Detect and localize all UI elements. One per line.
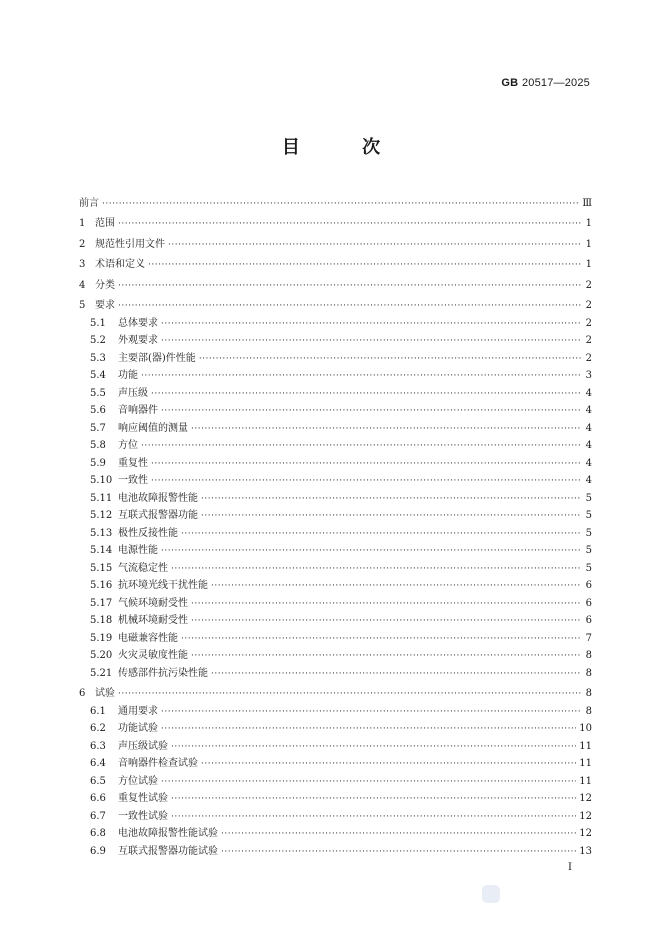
toc-entry-label: 极性反接性能	[118, 527, 178, 539]
toc-entry[interactable]	[79, 770, 592, 788]
toc-leader-dots	[171, 563, 581, 575]
toc-entry-page: 2	[585, 352, 592, 364]
toc-entry[interactable]	[79, 292, 592, 313]
toc-entry-number: 3	[79, 259, 86, 270]
toc-entry[interactable]	[79, 575, 592, 593]
watermark-stamp	[482, 885, 500, 903]
toc-entry-label: 通用要求	[118, 705, 158, 717]
toc-entry-number: 5.8	[90, 440, 106, 451]
toc-entry-page: 4	[585, 387, 592, 399]
toc-entry-page: 13	[579, 845, 592, 857]
toc-entry[interactable]	[79, 592, 592, 610]
toc-entry-label: 火灾灵敏度性能	[118, 650, 188, 661]
toc-leader-dots	[161, 405, 581, 417]
toc-entry-page: 5	[585, 562, 592, 574]
toc-entry-page: 1	[585, 238, 592, 250]
toc-entry-number: 6.4	[90, 758, 106, 769]
toc-entry-page: 4	[585, 422, 592, 434]
toc-entry-page: 3	[585, 370, 592, 381]
toc-entry[interactable]	[79, 610, 592, 628]
toc-entry-label: 气流稳定性	[118, 562, 168, 574]
toc-entry-page: 5	[585, 527, 592, 539]
page-number: I	[568, 862, 572, 873]
toc-entry-number: 5.21	[90, 667, 113, 679]
toc-entry[interactable]	[79, 522, 592, 540]
toc-entry-label: 方位	[118, 440, 138, 451]
toc-leader-dots	[118, 300, 581, 312]
toc-leader-dots	[201, 493, 581, 505]
toc-leader-dots	[148, 259, 581, 271]
toc-entry-page: 8	[585, 667, 592, 679]
toc-leader-dots	[171, 811, 576, 823]
toc-entry-number: 5.4	[90, 370, 106, 381]
toc-entry-page: 6	[585, 597, 592, 609]
toc-entry[interactable]	[79, 753, 592, 771]
toc-entry[interactable]	[79, 718, 592, 736]
toc-entry-label: 功能	[118, 370, 138, 381]
toc-entry[interactable]	[79, 347, 592, 365]
toc-entry-number: 6.2	[90, 723, 106, 734]
toc-entry[interactable]	[79, 627, 592, 645]
toc-entry[interactable]	[79, 805, 592, 823]
toc-entry-label: 抗环境光线干扰性能	[118, 580, 208, 591]
toc-leader-dots	[181, 633, 581, 645]
toc-entry[interactable]	[79, 662, 592, 680]
toc-entry[interactable]	[79, 365, 592, 383]
toc-leader-dots	[191, 615, 581, 627]
toc-entry-page: 11	[579, 758, 592, 769]
toc-entry[interactable]	[79, 417, 592, 435]
toc-entry-page: 11	[579, 775, 592, 787]
toc-leader-dots	[161, 335, 581, 347]
page-title: 目 次	[281, 137, 409, 158]
toc-leader-dots	[141, 440, 581, 452]
toc-entry[interactable]	[79, 823, 592, 841]
toc-entry-page: 6	[585, 615, 592, 626]
standard-number: 20517—2025	[521, 77, 590, 89]
toc-leader-dots	[161, 545, 581, 557]
toc-entry-number: 5.14	[90, 545, 113, 556]
toc-entry[interactable]	[79, 735, 592, 753]
toc-entry[interactable]	[79, 189, 592, 210]
toc-leader-dots	[171, 741, 576, 753]
toc-entry-page: 8	[585, 688, 592, 699]
toc-entry[interactable]	[79, 505, 592, 523]
toc-entry-label: 一致性试验	[118, 810, 168, 822]
toc-entry-number: 6.6	[90, 793, 106, 804]
toc-entry-page: 12	[579, 810, 592, 822]
toc-entry-label: 外观要求	[118, 335, 158, 346]
toc-entry-number: 1	[79, 218, 86, 229]
toc-entry-label: 方位试验	[118, 775, 158, 787]
toc-entry[interactable]	[79, 840, 592, 858]
toc-entry-page: 12	[579, 828, 592, 839]
toc-entry-label: 范围	[95, 218, 115, 229]
toc-entry-page: 5	[585, 545, 592, 556]
toc-entry-number: 5.2	[90, 335, 106, 346]
toc-entry-label: 术语和定义	[95, 259, 145, 270]
toc-entry-label: 互联式报警器功能试验	[118, 845, 218, 857]
toc-leader-dots	[211, 580, 581, 592]
toc-entry-number: 6.8	[90, 828, 106, 839]
toc-entry[interactable]	[79, 700, 592, 718]
toc-entry-page: 5	[585, 510, 592, 521]
toc-leader-dots	[151, 458, 581, 470]
toc-entry-label: 声压级	[118, 387, 148, 399]
toc-entry-page: 2	[585, 317, 592, 329]
toc-entry-page: 4	[585, 440, 592, 451]
toc-entry-page: 1	[585, 218, 592, 229]
toc-entry-number: 5.19	[90, 632, 113, 644]
toc-leader-dots	[191, 598, 581, 610]
toc-entry[interactable]	[79, 230, 592, 251]
toc-entry[interactable]	[79, 400, 592, 418]
toc-entry[interactable]	[79, 645, 592, 663]
toc-entry-page: 11	[579, 740, 592, 752]
toc-entry-label: 气候环境耐受性	[118, 597, 188, 609]
toc-entry-label: 声压级试验	[118, 740, 168, 752]
toc-entry-label: 总体要求	[118, 317, 158, 329]
toc-leader-dots	[221, 846, 576, 858]
toc-leader-dots	[161, 723, 576, 735]
toc-entry-label: 一致性	[118, 475, 148, 486]
toc-entry-label: 主要部(器)件性能	[118, 352, 196, 364]
toc-leader-dots	[201, 758, 576, 770]
toc-entry-label: 机械环境耐受性	[118, 615, 188, 626]
toc-entry-number: 5.1	[90, 317, 106, 329]
toc-leader-dots	[151, 475, 581, 487]
toc-leader-dots	[168, 239, 581, 251]
toc-entry-number: 6	[79, 688, 86, 699]
toc-entry-number: 5.17	[90, 597, 113, 609]
toc-entry-label: 音响器件检查试验	[118, 758, 198, 769]
toc-leader-dots	[199, 353, 581, 365]
toc-entry-number: 5.9	[90, 457, 106, 469]
toc-entry-label: 前言	[79, 197, 99, 209]
toc-leader-dots	[211, 668, 581, 680]
toc-entry-page: 2	[585, 335, 592, 346]
toc-entry-page: 1	[585, 259, 592, 270]
toc-leader-dots	[161, 776, 576, 788]
toc-entry[interactable]	[79, 210, 592, 231]
toc-entry-number: 6.1	[90, 705, 106, 717]
toc-entry-page: 8	[585, 705, 592, 717]
toc-leader-dots	[161, 706, 581, 718]
toc-entry[interactable]	[79, 435, 592, 453]
toc-entry-label: 传感部件抗污染性能	[118, 667, 208, 679]
toc-entry-page: 2	[585, 279, 592, 291]
toc-entry-page: 4	[585, 405, 592, 416]
toc-entry-page: 7	[585, 632, 592, 644]
toc-entry-number: 5.15	[90, 562, 113, 574]
toc-entry-number: 5.18	[90, 615, 113, 626]
toc-leader-dots	[118, 688, 581, 700]
toc-entry-number: 5	[79, 300, 86, 311]
toc-entry[interactable]	[79, 271, 592, 292]
toc-leader-dots	[191, 423, 581, 435]
toc-entry-label: 电源性能	[118, 545, 158, 556]
toc-entry-label: 要求	[95, 300, 115, 311]
toc-entry-number: 5.11	[90, 492, 113, 504]
toc-entry-number: 5.16	[90, 580, 113, 591]
toc-entry-number: 6.3	[90, 740, 106, 752]
toc-entry-label: 电池故障报警性能	[118, 492, 198, 504]
toc-entry-label: 试验	[95, 688, 115, 699]
toc-leader-dots	[151, 388, 581, 400]
toc-entry-label: 重复性	[118, 457, 148, 469]
toc-entry-number: 6.9	[90, 845, 106, 857]
toc-leader-dots	[191, 650, 581, 662]
toc-entry-page: 4	[585, 457, 592, 469]
toc-leader-dots	[161, 318, 581, 330]
toc-entry-label: 互联式报警器功能	[118, 510, 198, 521]
toc-leader-dots	[181, 528, 581, 540]
toc-entry-page: 10	[579, 723, 592, 734]
toc-entry-number: 5.6	[90, 405, 106, 416]
toc-leader-dots	[118, 280, 581, 292]
toc-entry[interactable]	[79, 382, 592, 400]
toc-leader-dots	[221, 828, 576, 840]
toc-entry-number: 4	[79, 279, 86, 291]
toc-entry-number: 5.3	[90, 352, 106, 364]
toc-leader-dots	[102, 198, 579, 210]
toc-entry-page: 4	[585, 475, 592, 486]
toc-leader-dots	[118, 218, 581, 230]
toc-entry-page: Ⅲ	[582, 197, 592, 209]
toc-entry[interactable]	[79, 788, 592, 806]
toc-leader-dots	[201, 510, 581, 522]
toc-entry[interactable]	[79, 251, 592, 272]
toc-entry-page: 6	[585, 580, 592, 591]
toc-entry-label: 电磁兼容性能	[118, 632, 178, 644]
toc-entry[interactable]	[79, 557, 592, 575]
toc-entry[interactable]	[79, 312, 592, 330]
toc-entry-label: 分类	[95, 279, 115, 291]
toc-entry-number: 5.20	[90, 650, 113, 661]
toc-entry[interactable]	[79, 680, 592, 701]
toc-entry[interactable]	[79, 452, 592, 470]
toc-entry-number: 6.5	[90, 775, 106, 787]
toc-entry-number: 2	[79, 238, 86, 250]
toc-entry-page: 2	[585, 300, 592, 311]
toc-entry-page: 5	[585, 492, 592, 504]
toc-entry-number: 5.13	[90, 527, 113, 539]
toc-entry-number: 5.12	[90, 510, 113, 521]
standard-prefix: GB	[501, 77, 519, 89]
toc-entry-number: 6.7	[90, 810, 106, 822]
toc-entry[interactable]	[79, 540, 592, 558]
toc-entry-label: 响应阈值的测量	[118, 422, 188, 434]
standard-code	[501, 76, 590, 89]
toc-entry-number: 5.5	[90, 387, 106, 399]
table-of-contents	[79, 189, 592, 858]
toc-entry[interactable]	[79, 470, 592, 488]
toc-entry-page: 8	[585, 650, 592, 661]
toc-entry-label: 音响器件	[118, 405, 158, 416]
toc-entry[interactable]	[79, 330, 592, 348]
toc-entry-label: 重复性试验	[118, 793, 168, 804]
toc-entry[interactable]	[79, 487, 592, 505]
toc-entry-number: 5.10	[90, 475, 113, 486]
toc-entry-number: 5.7	[90, 422, 106, 434]
toc-entry-label: 电池故障报警性能试验	[118, 828, 218, 839]
toc-leader-dots	[141, 370, 581, 382]
toc-entry-page: 12	[579, 793, 592, 804]
toc-entry-label: 功能试验	[118, 723, 158, 734]
toc-leader-dots	[171, 793, 576, 805]
toc-entry-label: 规范性引用文件	[95, 238, 165, 250]
